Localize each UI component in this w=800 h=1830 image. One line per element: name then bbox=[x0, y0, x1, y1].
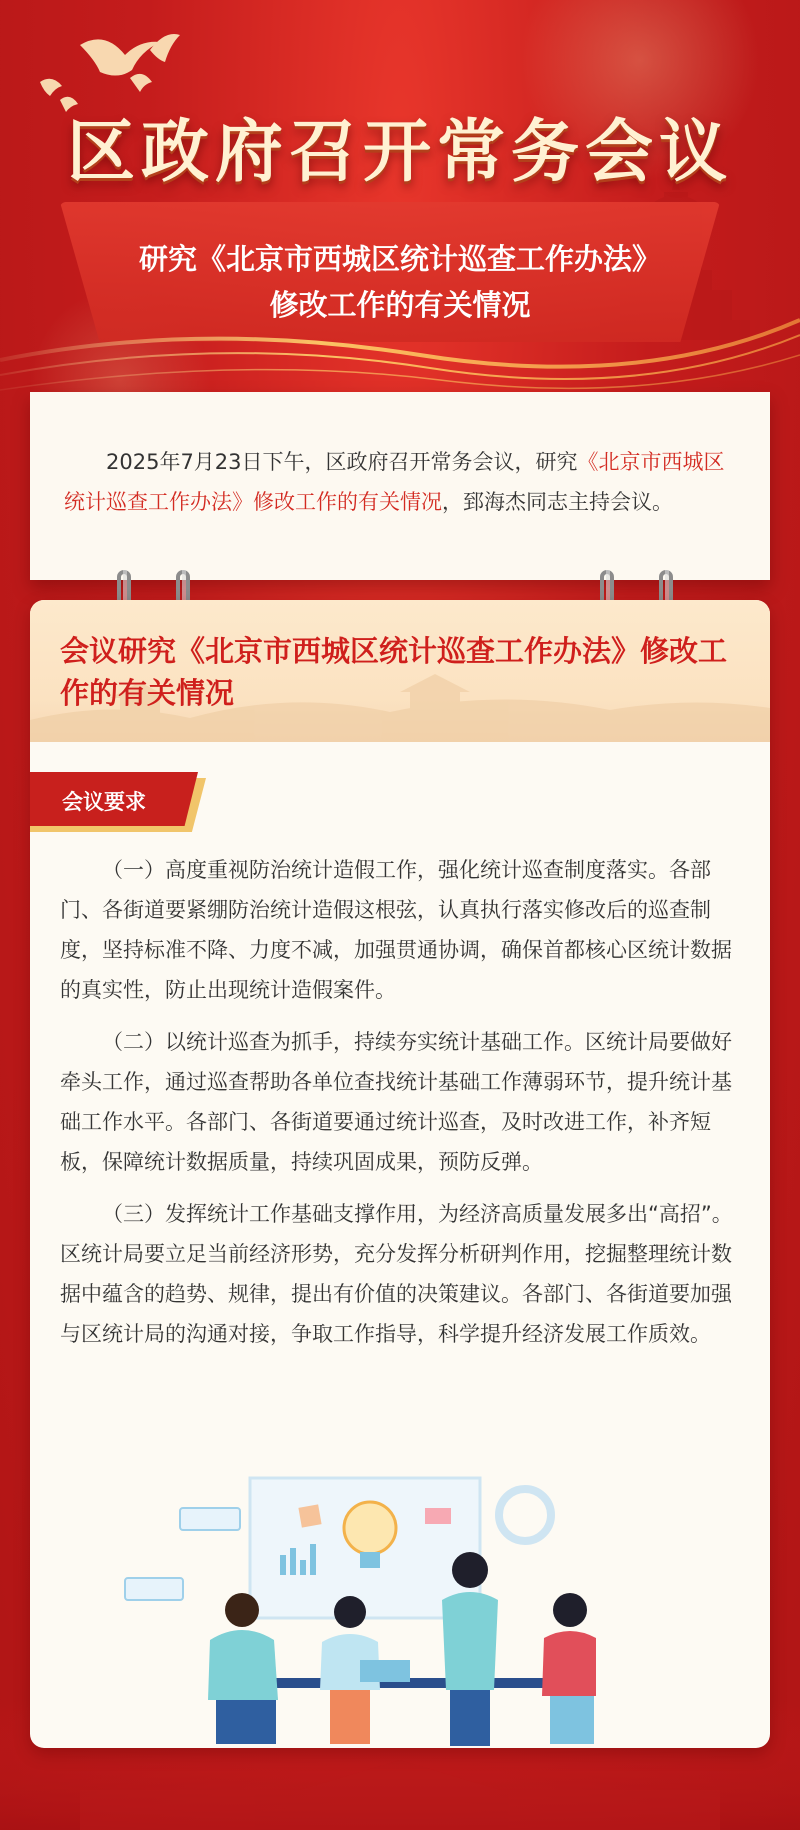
subtitle-line-1: 研究《北京市西城区统计巡查工作办法》 bbox=[138, 242, 661, 276]
section-heading: 会议研究《北京市西城区统计巡查工作办法》修改工作的有关情况 bbox=[60, 634, 728, 710]
requirements-body bbox=[60, 850, 750, 1366]
intro-text-end: ，郅海杰同志主持会议。 bbox=[442, 490, 673, 514]
sticky-note-icon bbox=[298, 1504, 321, 1527]
gear-icon bbox=[499, 1489, 551, 1541]
section-tag-label: 会议要求 bbox=[62, 790, 146, 814]
requirement-paragraph-1: （一）高度重视防治统计造假工作，强化统计巡查制度落实。各部门、各街道要紧绷防治统计造假这根弦，认真执行落实修改后的巡查制度，坚持标准不降、力度不减，加强贯通协调，确保首都核心区统计数据的真实性，防止出现统计造假案件。 bbox=[60, 858, 732, 1002]
person-right bbox=[542, 1593, 596, 1744]
laptop-icon bbox=[360, 1660, 410, 1682]
team-meeting-illustration bbox=[30, 1460, 770, 1748]
intro-text-start: 2025年7月23日下午，区政府召开常务会议，研究 bbox=[106, 450, 578, 474]
message-card-icon bbox=[425, 1508, 451, 1524]
main-title: 区政府召开常务会议 bbox=[66, 113, 733, 192]
requirement-paragraph-2: （二）以统计巡查为抓手，持续夯实统计基础工作。区统计局要做好牵头工作，通过巡查帮助各单位查找统计基础工作薄弱环节，提升统计基础工作水平。各部门、各街道要通过统计巡查，及时改进工作，补齐短板，保障统计数据质量，持续巩固成果，预防反弹。 bbox=[60, 1030, 732, 1174]
intro-card bbox=[30, 392, 770, 580]
intro-paragraph bbox=[64, 442, 740, 522]
intro-highlight-link[interactable]: 《北京市西城区统计巡查工作办法》修改工作的有关情况 bbox=[64, 450, 725, 514]
subtitle-line-2: 修改工作的有关情况 bbox=[269, 288, 531, 322]
chat-bubble-icon bbox=[180, 1508, 240, 1530]
main-card bbox=[30, 600, 770, 1748]
chat-bubble-icon bbox=[125, 1578, 183, 1600]
requirement-paragraph-3: （三）发挥统计工作基础支撑作用，为经济高质量发展多出“高招”。区统计局要立足当前经济形势，充分发挥分析研判作用，挖掘整理统计数据中蕴含的趋势、规律，提出有价值的决策建议。各部门、各街道要加强与区统计局的沟通对接，争取工作指导，科学提升经济发展工作质效。 bbox=[60, 1202, 733, 1346]
card-header bbox=[30, 600, 770, 742]
